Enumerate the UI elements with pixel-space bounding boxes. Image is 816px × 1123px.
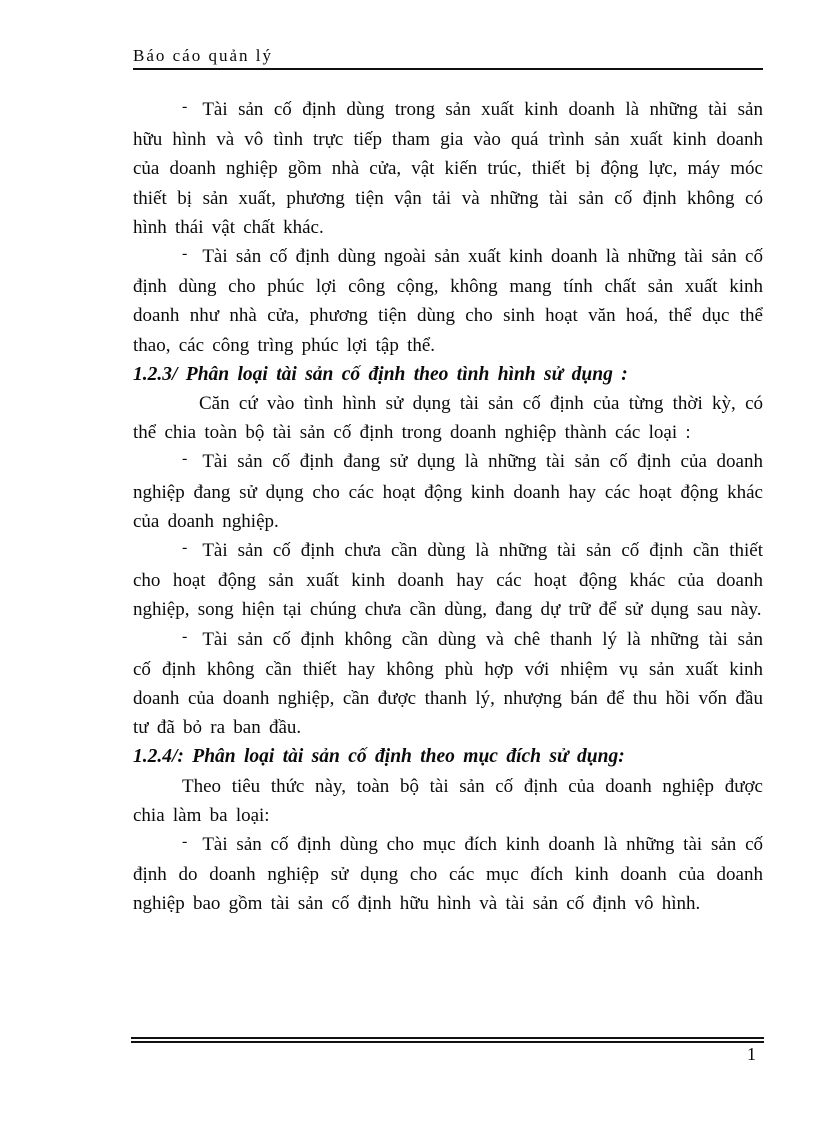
page-footer (131, 1037, 764, 1065)
bullet-marker: - (182, 245, 188, 263)
paragraph (133, 242, 763, 360)
paragraph-text: Tài sản cố định đang sử dụng là những tài sản cố định của doanh nghiệp đang sử dụng cho các hoạt động kinh doanh hay các hoạt động khác của doanh nghiệp. (133, 451, 763, 532)
section-heading: 1.2.4/: Phân loại tài sản cố định theo mục đích sử dụng: (133, 746, 625, 768)
bullet-marker: - (182, 450, 188, 468)
bullet-marker: - (182, 833, 188, 851)
paragraph-text: Tài sản cố định dùng trong sản xuất kinh doanh là những tài sản hữu hình và vô tình trực tiếp tham gia vào quá trình sản xuất kinh doanh của doanh nghiệp gồm nhà cửa, vật kiến trúc, thiết bị động lực, máy móc thiết bị sản xuất, phương tiện vận tải và những tài sản cố định không có hình thái vật chất khác. (133, 99, 763, 238)
paragraph (133, 625, 763, 743)
bullet-marker: - (182, 539, 188, 557)
paragraph (133, 95, 763, 242)
paragraph (133, 447, 763, 536)
paragraph (133, 830, 763, 919)
paragraph-text: Tài sản cố định không cần dùng và chê thanh lý là những tài sản cố định không cần thiết hay không phù hợp với nhiệm vụ sản xuất kinh doanh của doanh nghiệp, cần được thanh lý, nhượng bán để thu hồi vốn đầu tư đã bỏ ra ban đầu. (133, 628, 763, 739)
paragraph (133, 536, 763, 625)
page-header (133, 46, 763, 70)
section-heading: 1.2.3/ Phân loại tài sản cố định theo tình hình sử dụng : (133, 363, 628, 385)
bullet-marker: - (182, 98, 188, 115)
bullet-marker: - (182, 627, 188, 645)
page-number: 1 (747, 1044, 756, 1064)
document-body (133, 95, 763, 919)
paragraph-text: Tài sản cố định dùng ngoài sản xuất kinh doanh là những tài sản cố định dùng cho phúc lợi công cộng, không mang tính chất sản xuất kinh doanh như nhà cửa, phương tiện dùng cho sinh hoạt văn hoá, thể dục thể thao, các công trìng phúc lợi tập thể. (133, 246, 763, 356)
header-title: Báo cáo quản lý (133, 46, 273, 65)
paragraph-text: Tài sản cố định dùng cho mục đích kinh doanh là những tài sản cố định do doanh nghiệp sử dụng cho các mục đích kinh doanh của doanh nghiệp bao gồm tài sản cố định hữu hình và tài sản cố định vô hình. (133, 834, 763, 915)
paragraph-text: Tài sản cố định chưa cần dùng là những tài sản cố định cần thiết cho hoạt động sản xuất kinh doanh hay các hoạt động khác của doanh nghiệp, song hiện tại chúng chưa cần dùng, đang dự trữ để sử dụng sau này. (133, 540, 763, 621)
paragraph: Theo tiêu thức này, toàn bộ tài sản cố định của doanh nghiệp được chia làm ba loại: (133, 775, 763, 826)
paragraph: Căn cứ vào tình hình sử dụng tài sản cố định của từng thời kỳ, có thể chia toàn bộ tài sản cố định trong doanh nghiệp thành các loại : (133, 393, 763, 444)
